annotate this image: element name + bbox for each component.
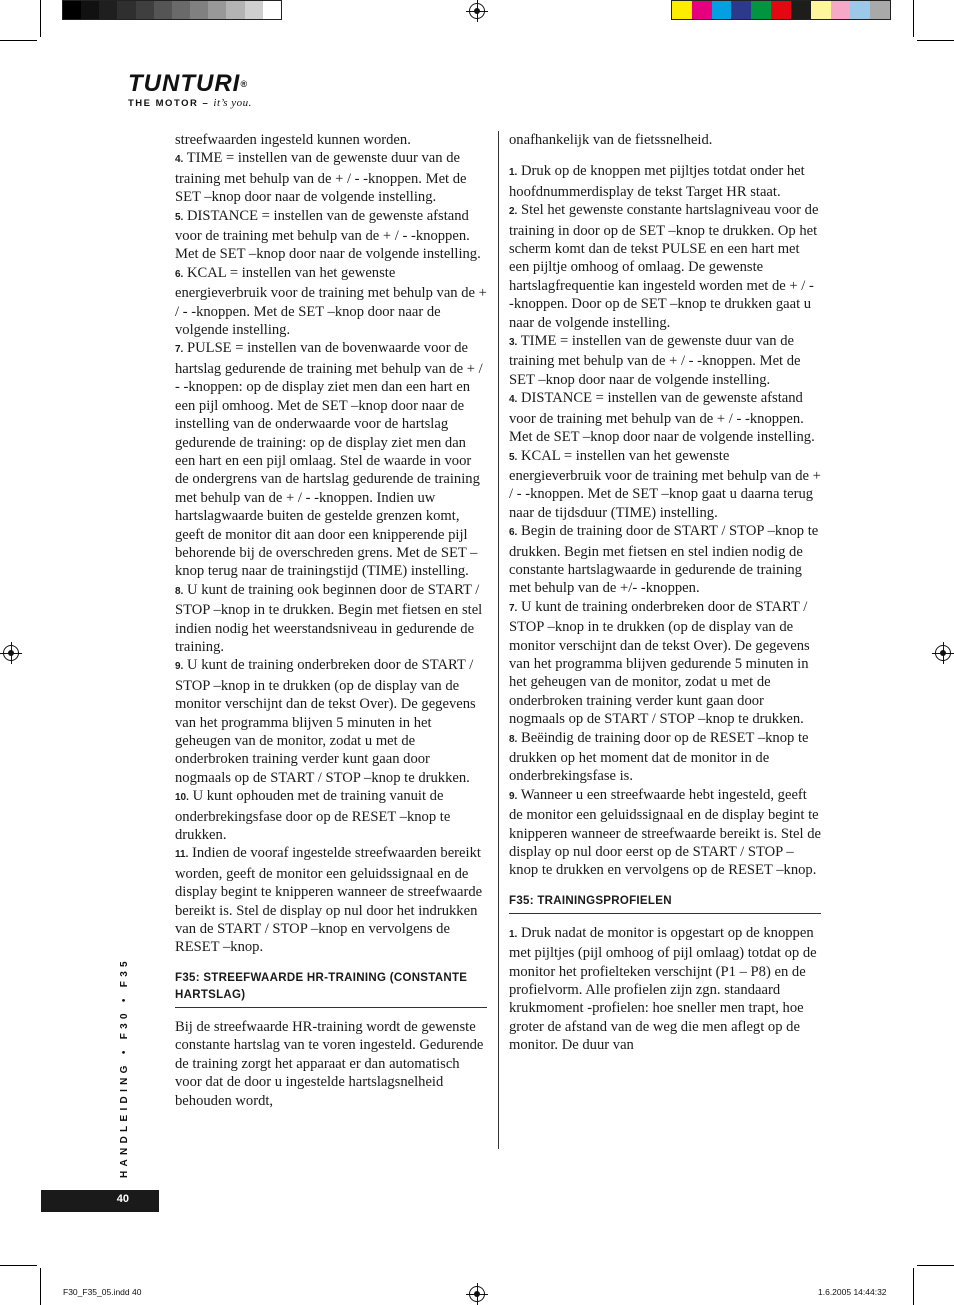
step-number: 2.	[509, 206, 518, 218]
color-swatch	[751, 1, 771, 19]
section-heading-hr-training: F35: STREEFWAARDE HR-TRAINING (CONSTANTE HARTSLAG)	[175, 970, 487, 1008]
crop-mark	[917, 1265, 954, 1266]
instruction-paragraph	[175, 656, 487, 787]
color-swatch	[117, 1, 135, 19]
instruction-paragraph	[509, 162, 821, 201]
paragraph-text: TIME = instellen van de gewenste duur van de training met behulp van de + / - -knoppen. Met de SET –knop door naar de volgende instelling.	[175, 150, 467, 206]
crop-mark	[917, 40, 954, 41]
section-heading-training-profiles: F35: TRAININGSPROFIELEN	[509, 893, 821, 914]
page-number-box	[41, 1190, 159, 1212]
date-slug: 1.6.2005 14:44:32	[818, 1287, 887, 1297]
step-number: 6.	[175, 268, 184, 280]
color-swatch	[672, 1, 692, 19]
registration-mark-icon	[935, 645, 951, 661]
step-number: 4.	[509, 394, 518, 406]
section-intro-paragraph: Bij de streefwaarde HR-training wordt de gewenste constante hartslag van te voren ingesteld. Gedurende de training zorgt het apparaat er dan automatisch voor dat de door u ingestelde hartslagsnelheid behouden wordt,	[175, 1018, 484, 1109]
instruction-paragraph	[175, 149, 487, 206]
paragraph-text: KCAL = instellen van het gewenste energieverbruik voor de training met behulp van de + / - -knoppen. Met de SET –knop gaat u daarna terug naar de tijdsduur (TIME) instelling.	[509, 447, 821, 521]
color-swatch	[99, 1, 117, 19]
instruction-paragraph	[509, 447, 821, 523]
paragraph-text: Indien de vooraf ingestelde streefwaarden bereikt worden, geeft de monitor een geluidssignaal en de display begint te knipperen wanneer de streefwaarde bereikt is. Stel de display op nul door het indrukken van de START / STOP –knop en vervolgens de RESET –knop.	[175, 845, 483, 956]
registration-mark-icon	[469, 1286, 485, 1302]
instruction-paragraph	[509, 924, 821, 1055]
paragraph-text: TIME = instellen van de gewenste duur van de training met behulp van de + / - -knoppen. Met de SET –knop door naar de volgende instelling.	[509, 333, 801, 388]
step-number: 8.	[509, 733, 518, 745]
continued-paragraph: onafhankelijk van de fietssnelheid.	[509, 132, 713, 148]
color-swatch	[190, 1, 208, 19]
instruction-paragraph	[509, 729, 821, 786]
color-swatch	[172, 1, 190, 19]
logo-wordmark: TUNTURI	[128, 70, 241, 97]
color-swatch	[154, 1, 172, 19]
color-swatch	[870, 1, 890, 19]
color-swatch	[731, 1, 751, 19]
paragraph-text: Druk op de knoppen met pijltjes totdat onder het hoofdnummerdisplay de tekst Target HR staat.	[509, 163, 805, 200]
color-swatch	[63, 1, 81, 19]
crop-mark	[0, 40, 37, 41]
instruction-paragraph	[175, 131, 487, 149]
registered-mark: ®	[240, 79, 248, 89]
step-number: 1.	[509, 167, 518, 179]
color-swatch	[692, 1, 712, 19]
instruction-paragraph	[175, 844, 487, 956]
crop-mark	[913, 0, 914, 37]
step-number: 9.	[509, 790, 518, 802]
color-swatch	[712, 1, 732, 19]
tunturi-logo	[128, 72, 252, 109]
step-number: 8.	[175, 585, 184, 597]
crop-mark	[40, 1268, 41, 1305]
step-number: 7.	[175, 344, 184, 356]
text-column-right	[509, 131, 821, 1055]
color-swatch	[81, 1, 99, 19]
instruction-paragraph	[509, 332, 821, 389]
grayscale-color-bar	[62, 0, 282, 20]
paragraph-text: KCAL = instellen van het gewenste energieverbruik voor de training met behulp van de + / - -knoppen. Met de SET –knop door naar de volgende instelling.	[175, 264, 487, 339]
paragraph-text: U kunt de training onderbreken door de START / STOP –knop in te drukken (op de display van de monitor verschijnt dan de tekst Over). De gegevens van het programma blijven 5 minuten in het geheugen van de monitor, zodat u met de onderbroken training verder kunt gaan door nogmaals op de START / STOP –knop te drukken.	[175, 657, 476, 786]
logo-tagline-prefix: THE MOTOR –	[128, 98, 210, 109]
crop-mark	[0, 1265, 37, 1266]
instruction-paragraph	[175, 264, 487, 340]
instruction-paragraph	[175, 787, 487, 844]
paragraph-text: Stel het gewenste constante hartslagniveau voor de training in door op de SET –knop te drukken. Op het scherm komt dan de tekst PULSE en een hart met een pijltje omhoog of omlaag. De gewenste hartslagfrequentie kan ingesteld worden met de + / - -knoppen. Door op de SET –knop te drukken gaat u naar de volgende instelling.	[509, 202, 819, 331]
crop-mark	[913, 1268, 914, 1305]
instruction-paragraph	[175, 339, 487, 580]
color-swatch	[208, 1, 226, 19]
paragraph-text: U kunt ophouden met de training vanuit de onderbrekingsfase door op de RESET –knop te drukken.	[175, 788, 451, 844]
instruction-paragraph	[175, 581, 487, 657]
paragraph-text: U kunt de training ook beginnen door de START / STOP –knop in te drukken. Begin met fietsen en stel indien nodig het weerstandsniveau in gedurende de training.	[175, 581, 483, 655]
color-swatch	[771, 1, 791, 19]
instruction-paragraph	[509, 201, 821, 332]
step-number: 5.	[175, 211, 184, 223]
color-swatch	[791, 1, 811, 19]
registration-mark-icon	[3, 645, 19, 661]
instruction-paragraph	[509, 598, 821, 729]
paragraph-text: U kunt de training onderbreken door de START / STOP –knop in te drukken (op de display van de monitor verschijnt dan de tekst Over). De gegevens van het programma blijven gedurende 5 minuten in het geheugen van de monitor, zodat u met de onderbroken training verder kunt gaan door nogmaals op de START / STOP –knop te drukken.	[509, 598, 810, 728]
logo-tagline: it’s you.	[213, 97, 252, 109]
instruction-paragraph	[509, 522, 821, 598]
column-divider	[498, 131, 499, 1149]
step-number: 9.	[175, 661, 184, 673]
paragraph-text: PULSE = instellen van de bovenwaarde voor de hartslag gedurende de training met behulp van de + / - -knoppen: op de display ziet men dan een hart en een pijl omhoog. Met de SET –knop door naar de instelling van de onderwaarde voor de hartslag gedurende de training: op de display ziet men dan een hart en een pijl omlaag. Stel de waarde in voor de ondergrens van de hartslag gedurende de training met behulp van de + / - -knoppen. Indien uw hartslagwaarde buiten de gestelde grenzen komt, geeft de monitor dit aan door een knipperende pijl behorende bij de overschreden grens. Met de SET –knop terug naar de trainingstijd (TIME) instelling.	[175, 340, 483, 580]
instruction-paragraph	[175, 207, 487, 264]
color-swatch	[811, 1, 831, 19]
color-swatch	[263, 1, 281, 19]
color-swatch	[226, 1, 244, 19]
paragraph-text: DISTANCE = instellen van de gewenste afstand voor de training met behulp van de + / - -knoppen. Met de SET –knop door naar de volgende instelling.	[509, 390, 815, 446]
color-swatch	[136, 1, 154, 19]
instruction-paragraph	[509, 786, 821, 880]
color-swatch	[245, 1, 263, 19]
color-swatch	[831, 1, 851, 19]
text-column-left	[175, 131, 487, 1110]
paragraph-text: DISTANCE = instellen van de gewenste afstand voor de training met behulp van de + / - -knoppen. Met de SET –knop door naar de volgende instelling.	[175, 207, 481, 263]
color-swatch	[850, 1, 870, 19]
step-number: 11.	[175, 849, 189, 861]
paragraph-text: Wanneer u een streefwaarde hebt ingesteld, geeft de monitor een geluidssignaal en de display begint te knipperen wanneer de streefwaarde bereikt is. Stel de display op nul door eerst op de START / STOP –knop te drukken en vervolgens op de RESET –knop.	[509, 786, 822, 879]
step-number: 7.	[509, 602, 518, 614]
paragraph-text: streefwaarden ingesteld kunnen worden.	[175, 132, 411, 148]
step-number: 10.	[175, 792, 189, 804]
instruction-paragraph	[509, 389, 821, 446]
registration-mark-icon	[469, 3, 485, 19]
step-number: 5.	[509, 451, 518, 463]
manual-side-label: HANDLEIDING • F30 • F35	[119, 957, 130, 1178]
step-number: 3.	[509, 337, 518, 349]
paragraph-text: Begin de training door de START / STOP –knop te drukken. Begin met fietsen en stel indien nodig de constante hartslagwaarde in gedurende de training met behulp van de +/- -knoppen.	[509, 523, 819, 597]
step-number: 1.	[509, 928, 518, 940]
paragraph-text: Beëindig de training door op de RESET –knop te drukken op het moment dat de monitor in de onderbrekingsfase is.	[509, 729, 809, 785]
step-number: 4.	[175, 154, 184, 166]
step-number: 6.	[509, 527, 518, 539]
file-slug: F30_F35_05.indd 40	[63, 1287, 142, 1297]
crop-mark	[40, 0, 41, 37]
cmyk-color-bar	[671, 0, 891, 20]
page-number: 40	[116, 1193, 129, 1205]
paragraph-text: Druk nadat de monitor is opgestart op de knoppen met pijltjes (pijl omhoog of pijl omlaag) totdat op de monitor het profielteken verschijnt (P1 – P8) en de profielvorm. Alle profielen zijn zgn. standaard krukmoment -profielen: hoe sneller men trapt, hoe groter de afstand van de weg die men aflegt op de monitor. De duur van	[509, 924, 817, 1054]
